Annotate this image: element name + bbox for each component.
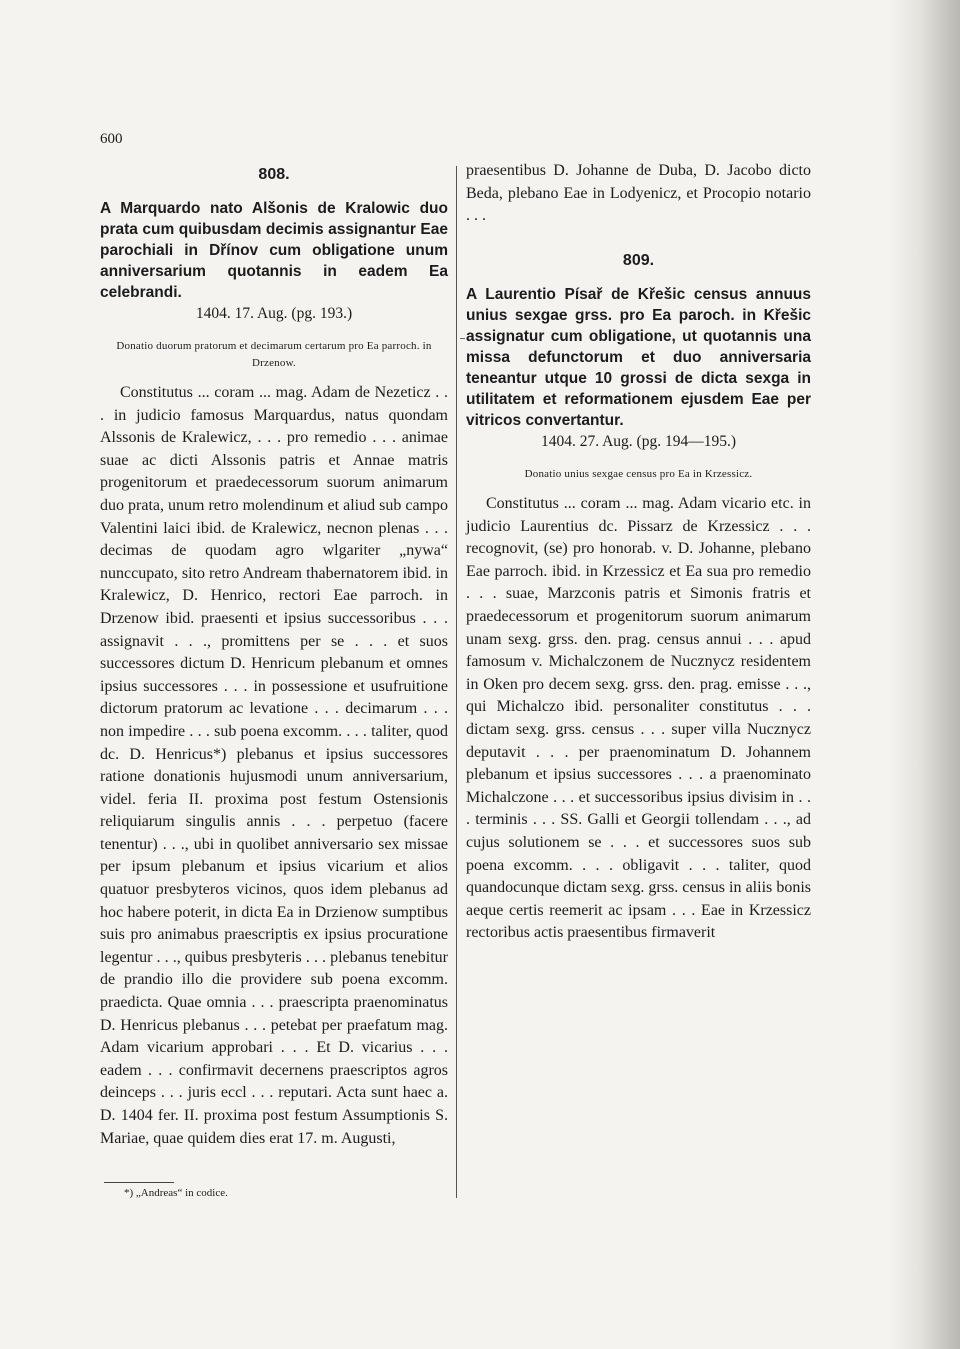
document-body-808-continued: praesentibus D. Johanne de Duba, D. Jacobo dicto Beda, plebano Eae in Lodyenicz, et Procopio notario . . . xyxy=(466,162,811,225)
document-body-809: Constitutus ... coram ... mag. Adam vicario etc. in judicio Laurentius dc. Pissarz de Krzessicz . . . recognovit, (se) pro honorab. v. D. Johanne, plebano Eae parroch. ibid. in Krzessicz et Ea sua pro remedio . . . suae, Marzconis patris et Simonis fratris et praedecessorum et progenitorum suorum animarum unam sexg. grss. den. prag. census annui . . . apud famosum v. Michalczonem de Nucznycz residentem in Oken pro decem sexg. grss. den. prag. emisse . . ., qui Michalczo ibid. personaliter constitutus . . . dictam sexg. grss. census . . . super villa Nucznycz deputavit . . . per praenominatum D. Johannem plebanum et ipsius successores . . . a praenominato Michalczone . . . et successoribus ipsius divisim in . . . terminis . . . SS. Galli et Georgii tollendam . . ., ad cujus solutionem se . . . et successores suos sub poena excomm. . . . obligavit . . . taliter, quod quandocunque dictam sexg. grss. census in aliis bonis aeque certis reemerit ac ipsam . . . Eae in Krzessicz rectoribus actis praesentibus firmaverit xyxy=(466,495,811,942)
document-heading-808: A Marquardo nato Alšonis de Kralowic duo prata cum quibusdam decimis assignantur Eae parochiali in Dřínov cum obligatione unum anniversarium quotannis in eadem Ea celebrandi. xyxy=(100,200,448,301)
margin-mark xyxy=(460,338,465,339)
document-body-808: Constitutus ... coram ... mag. Adam de Nezeticz . . . in judicio famosus Marquardus, natus quondam Alssonis de Kralewicz, . . . pro remedio . . . animae suae ac dicti Alssonis patris et Annae matris progenitorum et praedecessorum suorum animarum duo prata, unum retro molendinum et aliud sub campo Valentini laici ibid. de Kralewicz, necnon plenas . . . decimas de quodam agro wlgariter „nywa“ nunccupato, sito retro Andream thabernatorem ibid. in Kralewicz, D. Henrico, rectori Eae parroch. in Drzenow ibid. praesenti et ipsius successoribus . . . assignavit . . ., promittens per se . . . et suos successores dictum D. Henricum plebanum et omnes ipsius successores . . . in possessione et usufruitione dictorum pratorum ac levatione . . . decimarum . . . non impedire . . . sub poena excomm. . . . taliter, quod dc. D. Henricus*) plebanus et ipsius successores ratione donationis hujusmodi unum anniversarium, videl. feria II. proxima post festum Ostensionis reliquiarum singulis annis . . . perpetuo (facere tenentur) . . ., ubi in quolibet anniversario sex missae per ipsum plebanum et ipsius vicarium et alios quatuor presbyteros vicinos, quos idem plebanus ad hoc habere poterit, in dicta Ea in Drzienow sumptibus suis pro animabus praescriptis ex ipsius procuratione legentur . . ., quibus presbyteris . . . plebanus tenebitur de prandio illo die providere sub poena excomm. praedicta. Quae omnia . . . praescripta praenominatus D. Henricus plebanus . . . petebat per praefatum mag. Adam vicarium approbari . . . Et D. vicarius . . . eadem . . . confirmavit decernens praescriptos agros deinceps . . . juris eccl . . . reputari. Acta sunt haec a. D. 1404 fer. II. proxima post festum Assumptionis S. Mariae, quae quidem dies erat 17. m. Augusti, xyxy=(100,384,448,1147)
page-edge-shadow xyxy=(890,0,960,1349)
document-number-809: 809. xyxy=(622,252,655,269)
document-date-808: 1404. 17. Aug. (pg. 193.) xyxy=(195,305,353,322)
document-note-809: Donatio unius sexgae census pro Ea in Krzessicz. xyxy=(524,468,753,480)
document-date-809: 1404. 27. Aug. (pg. 194—195.) xyxy=(540,433,737,450)
right-column xyxy=(466,252,811,945)
footnote: *) „Andreas“ in codice. xyxy=(124,1187,228,1199)
document-heading-809: A Laurentio Písař de Křešic census annuus unius sexgae grss. pro Ea paroch. in Křešic assignatur cum obligatione, ut quotannis una missa defunctorum et duo anniversaria teneantur utque 10 grossi de dicta sexga in utilitatem et reformationem ejusdem Eae per vitricos convertantur. xyxy=(466,286,811,429)
right-column-continuation xyxy=(466,160,811,228)
column-divider xyxy=(456,166,457,1198)
page-number: 600 xyxy=(100,131,123,147)
document-note-808: Donatio duorum pratorum et decimarum certarum pro Ea parroch. in Drzenow. xyxy=(116,340,432,369)
left-column xyxy=(100,166,448,1150)
document-number-808: 808. xyxy=(258,166,290,183)
footnote-rule xyxy=(104,1182,174,1183)
